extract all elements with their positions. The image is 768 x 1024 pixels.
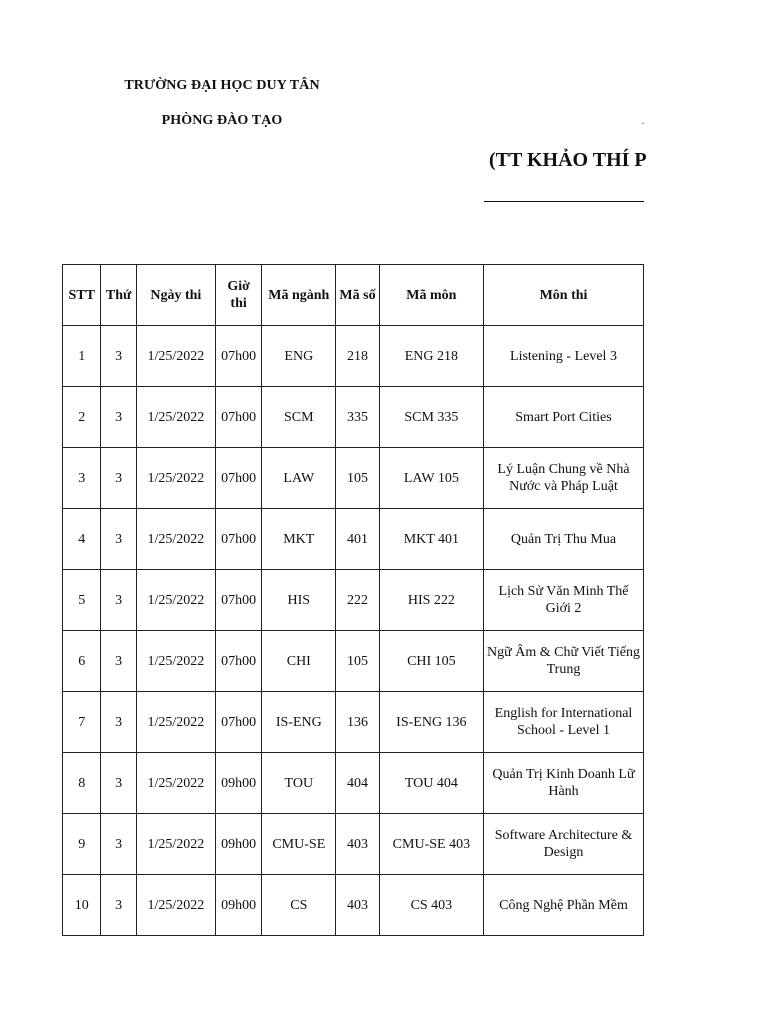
cell-ma-nganh: HIS bbox=[262, 570, 336, 631]
cell-ma-mon: TOU 404 bbox=[379, 753, 483, 814]
header-ma-nganh: Mã ngành bbox=[262, 265, 336, 326]
cell-ma-nganh: IS-ENG bbox=[262, 692, 336, 753]
cell-stt: 4 bbox=[63, 509, 101, 570]
table-row bbox=[63, 631, 644, 692]
cell-thu: 3 bbox=[101, 875, 136, 936]
exam-schedule-table-container bbox=[62, 264, 644, 937]
cell-ma-nganh: CHI bbox=[262, 631, 336, 692]
cell-thu: 3 bbox=[101, 570, 136, 631]
school-name: TRƯỜNG ĐẠI HỌC DUY TÂN bbox=[124, 78, 320, 93]
cell-ma-nganh: LAW bbox=[262, 448, 336, 509]
table-row bbox=[63, 509, 644, 570]
cell-ma-so: 105 bbox=[336, 631, 380, 692]
cell-gio-thi: 07h00 bbox=[215, 570, 262, 631]
table-row bbox=[63, 753, 644, 814]
cell-ma-so: 401 bbox=[336, 509, 380, 570]
cell-ma-so: 136 bbox=[336, 692, 380, 753]
table-row bbox=[63, 387, 644, 448]
cell-ngay-thi: 1/25/2022 bbox=[136, 875, 215, 936]
cell-mon-thi: Lịch Sử Văn Minh Thế Giới 2 bbox=[484, 570, 644, 631]
cell-ma-mon: MKT 401 bbox=[379, 509, 483, 570]
stray-mark: · bbox=[641, 116, 645, 130]
cell-ngay-thi: 1/25/2022 bbox=[136, 448, 215, 509]
cell-thu: 3 bbox=[101, 753, 136, 814]
table-row bbox=[63, 326, 644, 387]
cell-ma-mon: ENG 218 bbox=[379, 326, 483, 387]
cell-mon-thi: English for International School - Level 1 bbox=[484, 692, 644, 753]
header-ma-mon: Mã môn bbox=[379, 265, 483, 326]
header-ma-so: Mã số bbox=[336, 265, 380, 326]
cell-gio-thi: 07h00 bbox=[215, 631, 262, 692]
cell-ngay-thi: 1/25/2022 bbox=[136, 753, 215, 814]
cell-mon-thi: Smart Port Cities bbox=[484, 387, 644, 448]
cell-ma-nganh: CMU-SE bbox=[262, 814, 336, 875]
cell-ma-nganh: SCM bbox=[262, 387, 336, 448]
cell-ma-nganh: ENG bbox=[262, 326, 336, 387]
cell-ngay-thi: 1/25/2022 bbox=[136, 631, 215, 692]
cell-thu: 3 bbox=[101, 814, 136, 875]
header-thu: Thứ bbox=[101, 265, 136, 326]
header-ngay-thi: Ngày thi bbox=[136, 265, 215, 326]
cell-gio-thi: 07h00 bbox=[215, 692, 262, 753]
cell-ma-nganh: MKT bbox=[262, 509, 336, 570]
document-title: (TT KHẢO THÍ P bbox=[489, 149, 647, 171]
table-row bbox=[63, 692, 644, 753]
cell-ma-so: 403 bbox=[336, 875, 380, 936]
exam-schedule-table bbox=[62, 264, 644, 936]
cell-mon-thi: Quản Trị Thu Mua bbox=[484, 509, 644, 570]
header-gio-thi: Giờ thi bbox=[215, 265, 262, 326]
cell-ma-nganh: CS bbox=[262, 875, 336, 936]
cell-mon-thi: Listening - Level 3 bbox=[484, 326, 644, 387]
cell-thu: 3 bbox=[101, 631, 136, 692]
cell-stt: 8 bbox=[63, 753, 101, 814]
cell-ma-mon: CS 403 bbox=[379, 875, 483, 936]
cell-gio-thi: 09h00 bbox=[215, 753, 262, 814]
cell-thu: 3 bbox=[101, 509, 136, 570]
cell-ngay-thi: 1/25/2022 bbox=[136, 814, 215, 875]
cell-mon-thi: Công Nghệ Phần Mềm bbox=[484, 875, 644, 936]
cell-ma-so: 222 bbox=[336, 570, 380, 631]
department-name: PHÒNG ĐÀO TẠO bbox=[161, 113, 283, 128]
cell-mon-thi: Quản Trị Kinh Doanh Lữ Hành bbox=[484, 753, 644, 814]
cell-ma-so: 218 bbox=[336, 326, 380, 387]
cell-ma-so: 403 bbox=[336, 814, 380, 875]
cell-gio-thi: 07h00 bbox=[215, 509, 262, 570]
cell-ngay-thi: 1/25/2022 bbox=[136, 326, 215, 387]
cell-stt: 1 bbox=[63, 326, 101, 387]
cell-thu: 3 bbox=[101, 448, 136, 509]
table-row bbox=[63, 875, 644, 936]
cell-ma-mon: CHI 105 bbox=[379, 631, 483, 692]
cell-mon-thi: Lý Luận Chung về Nhà Nước và Pháp Luật bbox=[484, 448, 644, 509]
table-header-row bbox=[63, 265, 644, 326]
cell-stt: 2 bbox=[63, 387, 101, 448]
cell-gio-thi: 07h00 bbox=[215, 387, 262, 448]
cell-ngay-thi: 1/25/2022 bbox=[136, 692, 215, 753]
cell-stt: 7 bbox=[63, 692, 101, 753]
cell-stt: 10 bbox=[63, 875, 101, 936]
header-stt: STT bbox=[63, 265, 101, 326]
cell-ngay-thi: 1/25/2022 bbox=[136, 387, 215, 448]
cell-thu: 3 bbox=[101, 326, 136, 387]
cell-gio-thi: 07h00 bbox=[215, 326, 262, 387]
cell-ma-so: 404 bbox=[336, 753, 380, 814]
cell-mon-thi: Software Architecture & Design bbox=[484, 814, 644, 875]
table-row bbox=[63, 570, 644, 631]
table-row bbox=[63, 814, 644, 875]
header-mon-thi: Môn thi bbox=[484, 265, 644, 326]
title-underline bbox=[484, 201, 644, 202]
cell-thu: 3 bbox=[101, 387, 136, 448]
cell-gio-thi: 09h00 bbox=[215, 814, 262, 875]
cell-stt: 3 bbox=[63, 448, 101, 509]
cell-ma-so: 105 bbox=[336, 448, 380, 509]
cell-ma-mon: IS-ENG 136 bbox=[379, 692, 483, 753]
cell-stt: 5 bbox=[63, 570, 101, 631]
cell-ma-nganh: TOU bbox=[262, 753, 336, 814]
cell-ma-so: 335 bbox=[336, 387, 380, 448]
cell-ngay-thi: 1/25/2022 bbox=[136, 570, 215, 631]
cell-ma-mon: SCM 335 bbox=[379, 387, 483, 448]
cell-thu: 3 bbox=[101, 692, 136, 753]
cell-gio-thi: 09h00 bbox=[215, 875, 262, 936]
cell-ma-mon: CMU-SE 403 bbox=[379, 814, 483, 875]
cell-stt: 6 bbox=[63, 631, 101, 692]
cell-mon-thi: Ngữ Âm & Chữ Viết Tiếng Trung bbox=[484, 631, 644, 692]
cell-ngay-thi: 1/25/2022 bbox=[136, 509, 215, 570]
cell-stt: 9 bbox=[63, 814, 101, 875]
cell-gio-thi: 07h00 bbox=[215, 448, 262, 509]
cell-ma-mon: LAW 105 bbox=[379, 448, 483, 509]
cell-ma-mon: HIS 222 bbox=[379, 570, 483, 631]
table-row bbox=[63, 448, 644, 509]
